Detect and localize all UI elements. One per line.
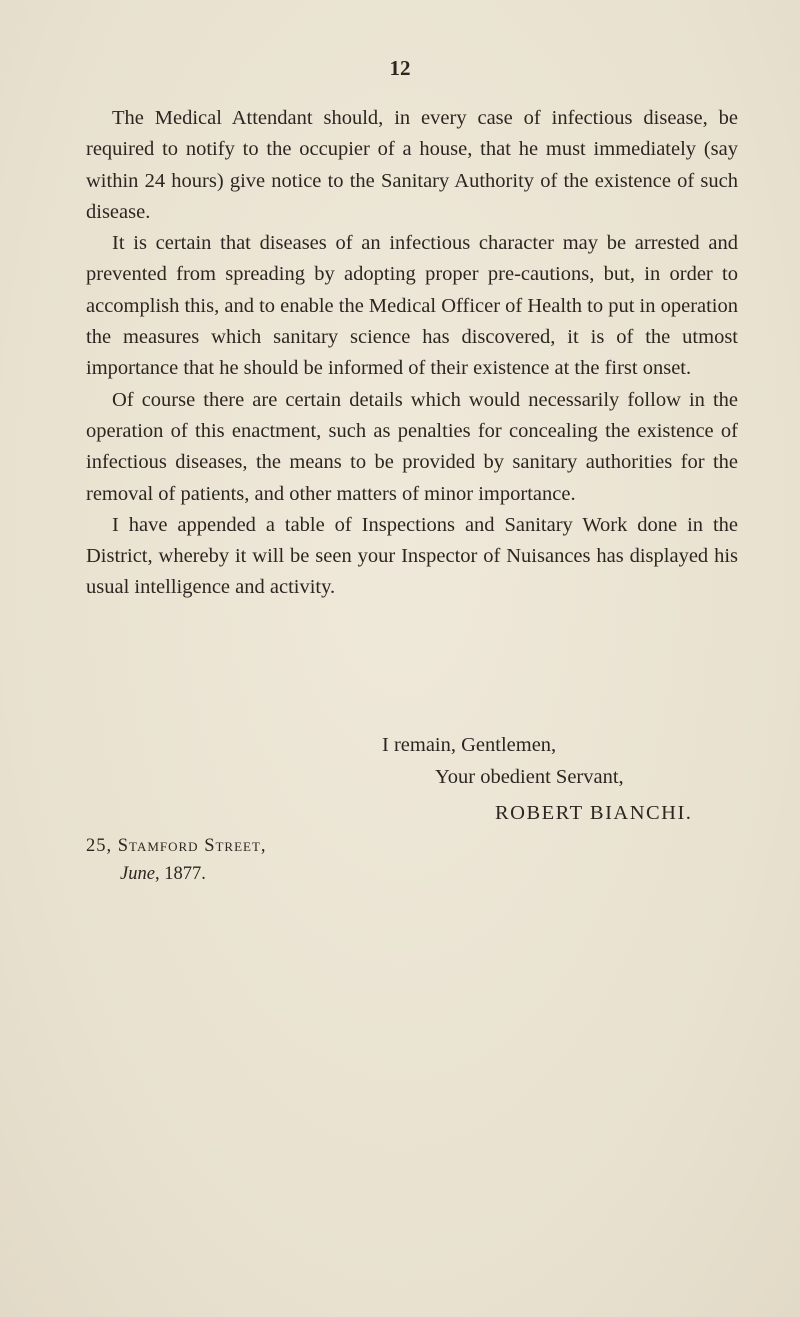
closing-salutation: I remain, Gentlemen,: [382, 734, 557, 756]
street-address: 25, Stamford Street,: [86, 836, 267, 856]
paragraph-medical-attendant: The Medical Attendant should, in every case of infectious disease, be required to notify to the occupier of a house, that he must immediately (say within 24 hours) give notice to the Sanitary Authority of the existence of such disease.: [86, 107, 738, 223]
paragraph-inspections-table: I have appended a table of Inspections and Sanitary Work done in the District, whereby it will be seen your Inspector of Nuisances has displayed his usual intelligence and activity.: [86, 513, 738, 599]
letter-year: , 1877.: [154, 864, 206, 884]
signature: ROBERT BIANCHI.: [495, 802, 693, 824]
paragraph-infectious-diseases: It is certain that diseases of an infectious character may be arrested and prevented from spreading by adopting proper pre-cautions, but, in order to accomplish this, and to enable the Medical Officer of Health to put in operation the measures which sanitary science has discovered, it is of the utmost importance that he should be informed of their existence at the first onset.: [86, 232, 739, 380]
sender-address: [86, 832, 267, 888]
paragraph-enactment-details: Of course there are certain details which would necessarily follow in the operation of this enactment, such as penalties for concealing the existence of infectious diseases, the means to be provided by sanitary authorities for the removal of patients, and other matters of minor importance.: [86, 388, 738, 505]
closing-servant: Your obedient Servant,: [435, 766, 624, 788]
body-text: [86, 103, 738, 604]
letter-month: June: [120, 864, 155, 884]
page-number: 12: [389, 56, 411, 80]
letter-date: [86, 860, 267, 888]
